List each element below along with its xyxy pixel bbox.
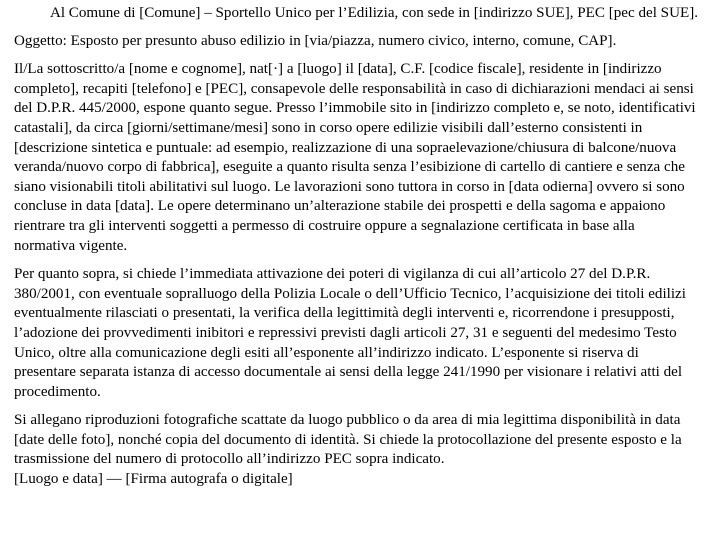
- body-paragraph-request: Per quanto sopra, si chiede l’immediata attivazione dei poteri di vigilanza di cui all’articolo 27 del D.P.R. 380/2001, con eventuale sopralluogo della Polizia Locale o dell’Ufficio Tecnico, l’acquisizione dei titoli edilizi eventualmente rilasciati o presentati, la verifica della legittimità degli interventi e, ricorrendone i presupposti, l’adozione dei provvedimenti inibitori e repressivi previsti dagli articoli 27, 31 e seguenti del medesimo Testo Unico, oltre alla comunicazione degli esiti all’esponente all’indirizzo indicato. L’esponente si riserva di presentare separata istanza di accesso documentale ai sensi della legge 241/1990 per visionare i relativi atti del procedimento.: [14, 266, 686, 400]
- body-paragraph-declaration: Il/La sottoscritto/a [nome e cognome], nat[·] a [luogo] il [data], C.F. [codice fiscale], residente in [indirizzo completo], recapiti [telefono] e [PEC], consapevole delle responsabilità in caso di dichiarazioni mendaci ai sensi del D.P.R. 445/2000, espone quanto segue. Presso l’immobile sito in [indirizzo completo e, se noto, identificativi catastali], da circa [giorni/settimane/mesi] sono in corso opere edilizie visibili dall’esterno consistenti in [descrizione sintetica e puntuale: ad esempio, realizzazione di una sopraelevazione/chiusura di balcone/nuova veranda/nuovo corpo di fabbrica], eseguite a quanto risulta senza l’esibizione di cartello di cantiere e senza che siano visionabili titoli abilitativi sul luogo. Le lavorazioni sono tuttora in corso in [data odierna] ovvero si sono concluse in data [data]. Le opere determinano un’alterazione stabile dei prospetti e della sagoma e appaiono rientrare tra gli interventi soggetti a permesso di costruire oppure a segnalazione certificata in base alla normativa vigente.: [14, 61, 696, 254]
- subject-line: Oggetto: Esposto per presunto abuso edilizio in [via/piazza, numero civico, interno, comune, CAP].: [14, 32, 617, 49]
- body-paragraph-attachments: Si allegano riproduzioni fotografiche scattate da luogo pubblico o da area di mia legittima disponibilità in data [date delle foto], nonché copia del documento di identità. Si chiede la protocollazione del presente esposto e la trasmissione del numero di protocollo all’indirizzo PEC sopra indicato.: [14, 412, 682, 468]
- signature-line: [Luogo e data] — [Firma autografa o digitale]: [14, 471, 293, 488]
- recipient-line: Al Comune di [Comune] – Sportello Unico per l’Edilizia, con sede in [indirizzo SUE], PEC [pec del SUE].: [49, 5, 698, 21]
